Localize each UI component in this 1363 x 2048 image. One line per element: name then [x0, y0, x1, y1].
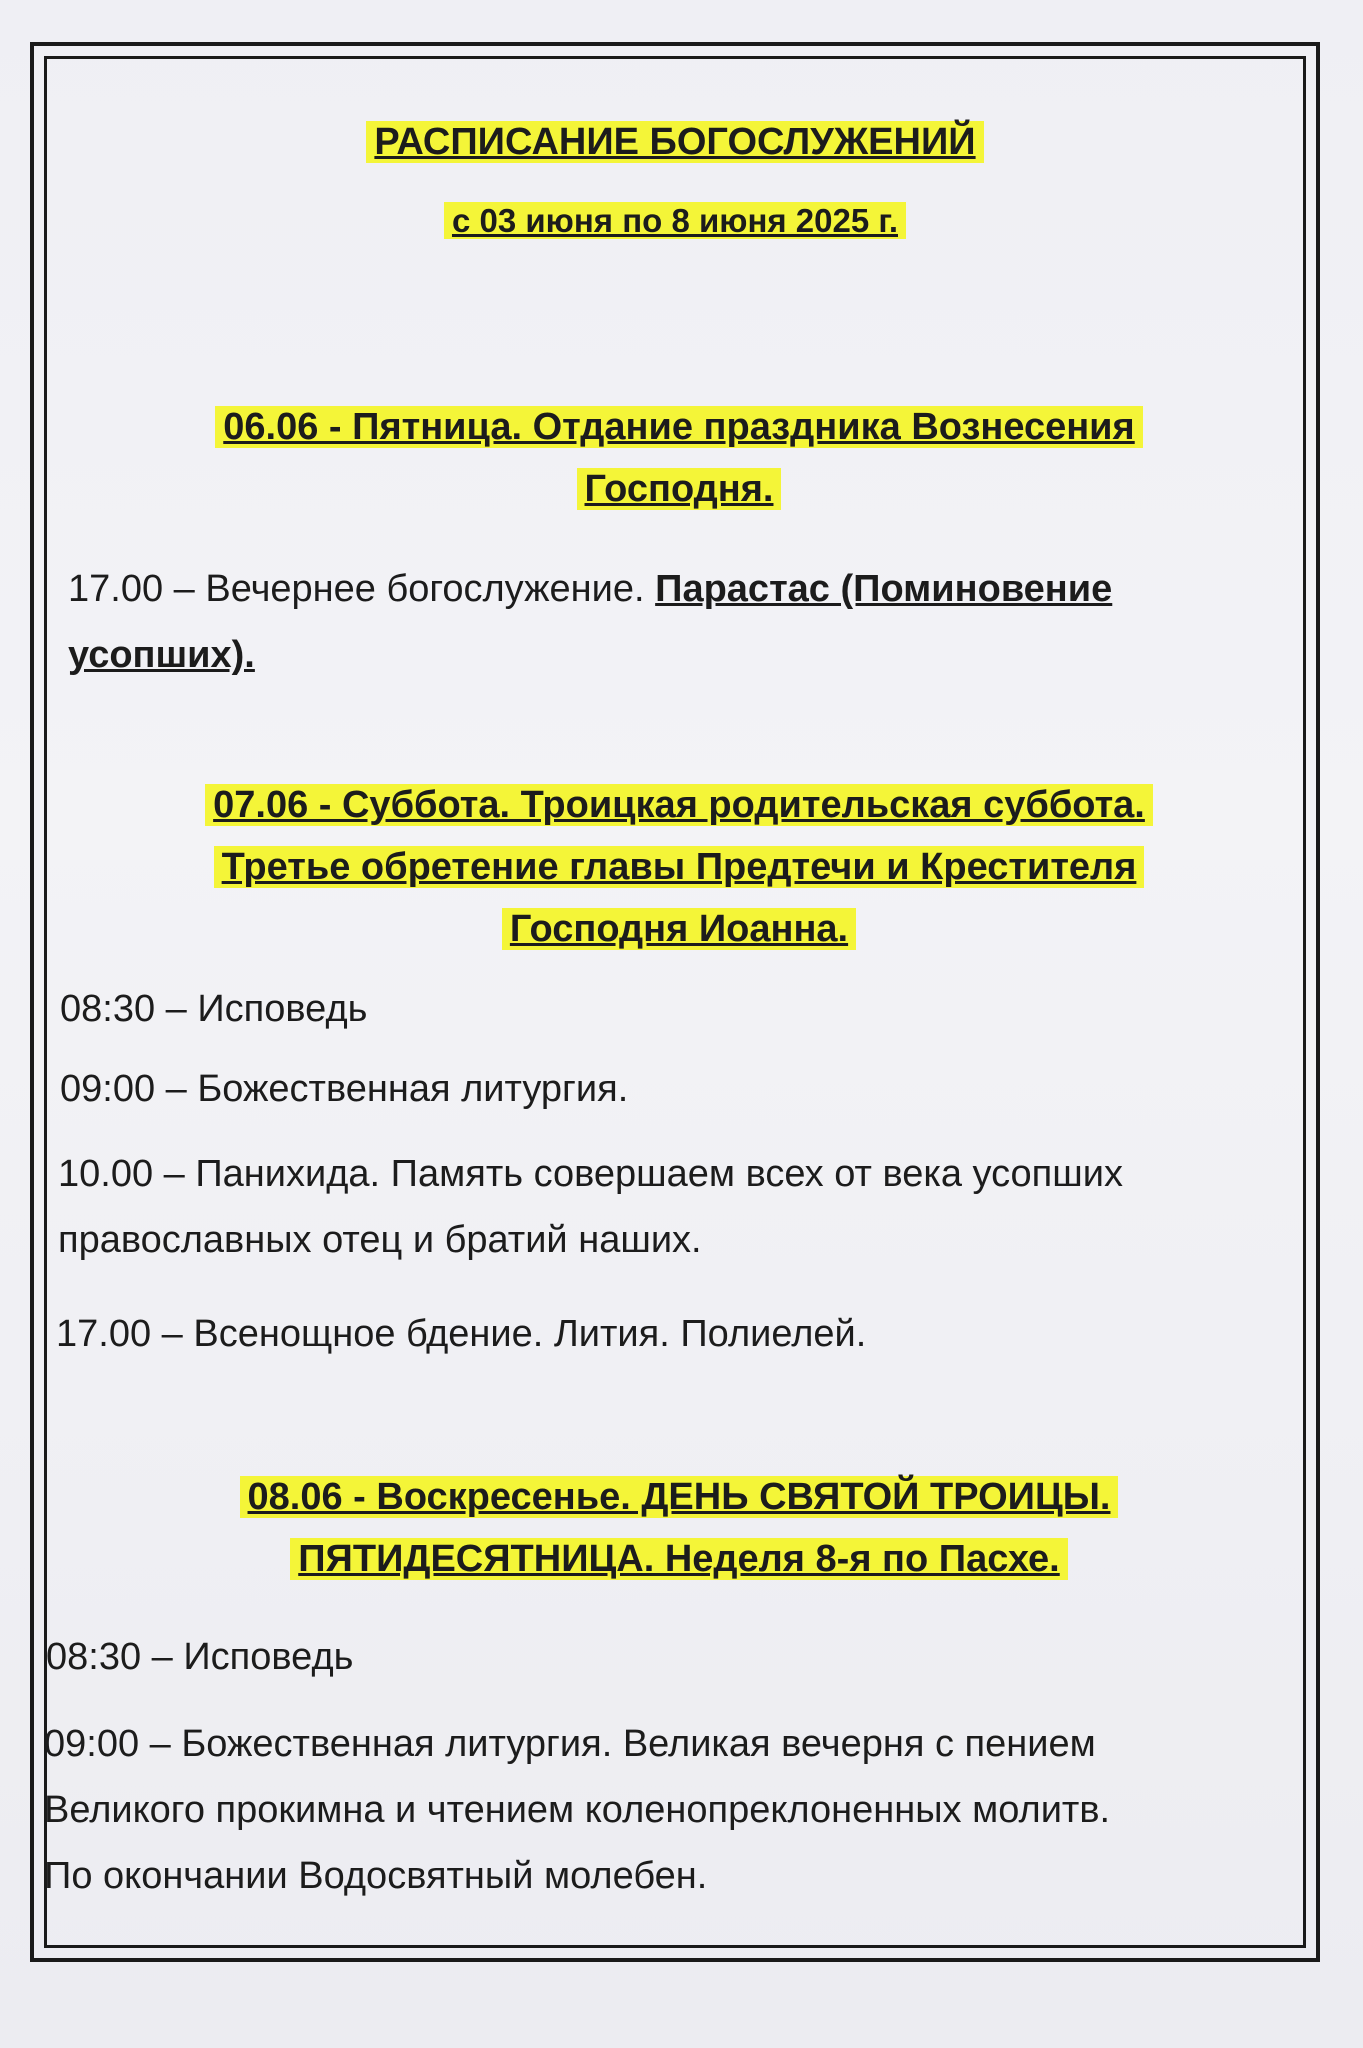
entry-text: Божественная литургия. Великая вечерня с пением [181, 1723, 1096, 1765]
entry-text: Панихида. Память совершаем всех от века усопших [195, 1153, 1123, 1195]
section-heading-0606-line1: 06.06 - Пятница. Отдание праздника Вознесения [215, 406, 1142, 448]
page-title-text: РАСПИСАНИЕ БОГОСЛУЖЕНИЙ [366, 121, 983, 163]
entry-0606-1700 [68, 556, 1298, 688]
schedule-content [44, 56, 1306, 1948]
date-range-text: с 03 июня по 8 июня 2025 г. [444, 202, 906, 239]
entry-0706-1700 [56, 1301, 1286, 1367]
entry-0706-0830 [60, 976, 1290, 1042]
entry-emphasis-cont: усопших). [68, 634, 255, 676]
section-heading-0806 [104, 1466, 1254, 1590]
entry-time: 08:30 – [60, 988, 187, 1030]
entry-time: 17.00 – [68, 568, 195, 610]
page-title [44, 111, 1306, 173]
entry-text: Вечернее богослужение. [205, 568, 645, 610]
date-range [44, 191, 1306, 251]
section-heading-0706-line1: 07.06 - Суббота. Троицкая родительская суббота. [205, 784, 1153, 826]
entry-0806-0830 [46, 1624, 1276, 1690]
entry-text-cont: Великого прокимна и чтением коленопреклоненных молитв. [44, 1789, 1111, 1831]
entry-text-cont: православных отец и братий наших. [58, 1219, 702, 1261]
entry-time: 09:00 – [44, 1723, 171, 1765]
section-heading-0706 [104, 774, 1254, 960]
entry-text: Всенощное бдение. Лития. Полиелей. [193, 1313, 867, 1355]
section-heading-0806-line2: ПЯТИДЕСЯТНИЦА. Неделя 8-я по Пасхе. [290, 1538, 1068, 1580]
section-heading-0706-line2: Третье обретение главы Предтечи и Крестителя [214, 846, 1145, 888]
section-heading-0706-line3: Господня Иоанна. [502, 908, 856, 950]
entry-0706-0900 [60, 1056, 1290, 1122]
entry-time: 08:30 – [46, 1636, 173, 1678]
entry-text: Исповедь [183, 1636, 354, 1678]
entry-0706-1000 [58, 1141, 1288, 1273]
entry-text-cont2: По окончании Водосвятный молебен. [44, 1855, 708, 1897]
entry-time: 17.00 – [56, 1313, 183, 1355]
entry-emphasis: Парастас (Поминовение [655, 568, 1113, 610]
entry-time: 09:00 – [60, 1068, 187, 1110]
entry-text: Исповедь [197, 988, 368, 1030]
entry-0806-0900 [44, 1711, 1274, 1909]
section-heading-0806-line1: 08.06 - Воскресенье. ДЕНЬ СВЯТОЙ ТРОИЦЫ. [240, 1476, 1119, 1518]
entry-time: 10.00 – [58, 1153, 185, 1195]
section-heading-0606 [104, 396, 1254, 520]
entry-text: Божественная литургия. [197, 1068, 629, 1110]
section-heading-0606-line2: Господня. [577, 468, 782, 510]
